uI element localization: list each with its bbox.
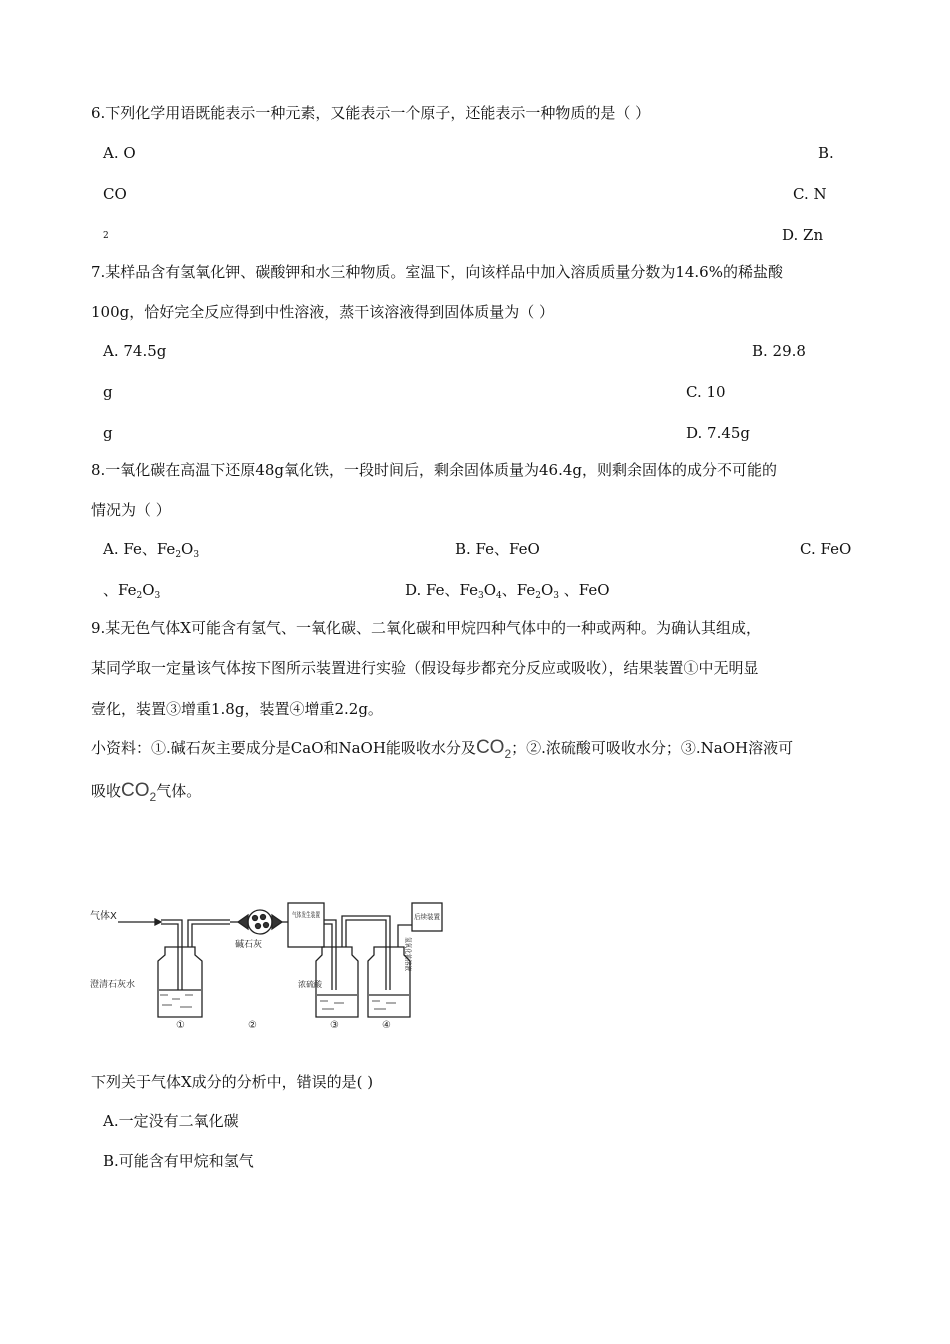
q8-option-d: D. Fe、$Fe_3O_4$、$Fe_2O_3$ 、FeO <box>405 581 610 601</box>
label-gas-x: 气体X <box>90 911 117 922</box>
q8-stem-line2: 情况为（ ） <box>91 501 171 519</box>
q7-option-c-unit: g <box>103 424 113 442</box>
q6-option-d: D. Zn <box>782 226 824 244</box>
co2-formula-image: $CO_2$ <box>475 737 512 761</box>
q6-option-c: C. N <box>793 185 827 203</box>
q9-stem-line3: 壹化，装置③增重1.8g，装置④增重2.2g。 <box>91 700 383 718</box>
co2-formula-image-2: $CO_2$ <box>121 780 157 804</box>
q7-stem-line2: 100g，恰好完全反应得到中性溶液，蒸干该溶液得到固体质量为（ ） <box>91 303 555 321</box>
label-soda-lime: 碱石灰 <box>235 940 263 950</box>
q7-option-a: A. 74.5g <box>103 342 167 360</box>
apparatus-diagram <box>90 895 445 1030</box>
label-apparatus-2: ② <box>248 1020 257 1030</box>
q9-question: 下列关于气体X成分的分析中，错误的是( ) <box>91 1073 374 1091</box>
label-conc-acid: 浓硫酸 <box>298 980 322 989</box>
q6-option-b-formula: CO <box>103 185 127 203</box>
label-apparatus-4: ④ <box>382 1020 391 1030</box>
q7-option-b-unit: g <box>103 383 113 401</box>
q6-option-b-subscript: 2 <box>103 231 109 241</box>
q6-stem: 6.下列化学用语既能表示一种元素，又能表示一个原子，还能表示一种物质的是（ ） <box>91 104 651 122</box>
q8-option-c-continued: 、$Fe_2O_3$ <box>103 581 161 601</box>
label-naoh: 氢氧化钠溶液 <box>404 937 412 979</box>
q9-option-a: A.一定没有二氧化碳 <box>103 1112 239 1130</box>
q9-option-b: B.可能含有甲烷和氢气 <box>103 1152 254 1170</box>
q8-option-b: B. Fe、FeO <box>455 540 540 558</box>
label-lime-water: 澄清石灰水 <box>90 980 136 990</box>
q8-option-c: C. FeO <box>800 540 852 558</box>
q9-info-line2: 吸收$CO_2$气体。 <box>91 780 202 804</box>
label-box1: 气体发生装置 <box>292 911 334 919</box>
q7-option-b: B. 29.8 <box>752 342 806 360</box>
q7-stem-line1: 7.某样品含有氢氧化钾、碳酸钾和水三种物质。室温下，向该样品中加入溶质质量分数为14.6%的稀盐酸 <box>91 263 783 281</box>
q8-option-a: A. Fe、$Fe_2O_3$ <box>103 540 200 560</box>
q6-option-a: A. O <box>103 144 136 162</box>
q7-option-c: C. 10 <box>686 383 726 401</box>
label-box2: 后续装置 <box>414 913 442 921</box>
q9-stem-line2: 某同学取一定量该气体按下图所示装置进行实验（假设每步都充分反应或吸收），结果装置①中无明显 <box>91 659 759 677</box>
q9-info-line1: 小资料：①.碱石灰主要成分是CaO和NaOH能吸收水分及$CO_2$；②.浓硫酸可吸收水分；③.NaOH溶液可 <box>91 737 794 761</box>
q7-option-d: D. 7.45g <box>686 424 751 442</box>
label-apparatus-3: ③ <box>330 1020 339 1030</box>
q9-stem-line1: 9.某无色气体X可能含有氢气、一氧化碳、二氧化碳和甲烷四种气体中的一种或两种。为确认其组成， <box>91 619 761 637</box>
q6-option-b: B. <box>818 144 834 162</box>
q8-stem-line1: 8.一氧化碳在高温下还原48g氧化铁，一段时间后，剩余固体质量为46.4g，则剩余固体的成分不可能的 <box>91 461 778 479</box>
label-apparatus-1: ① <box>176 1020 185 1030</box>
